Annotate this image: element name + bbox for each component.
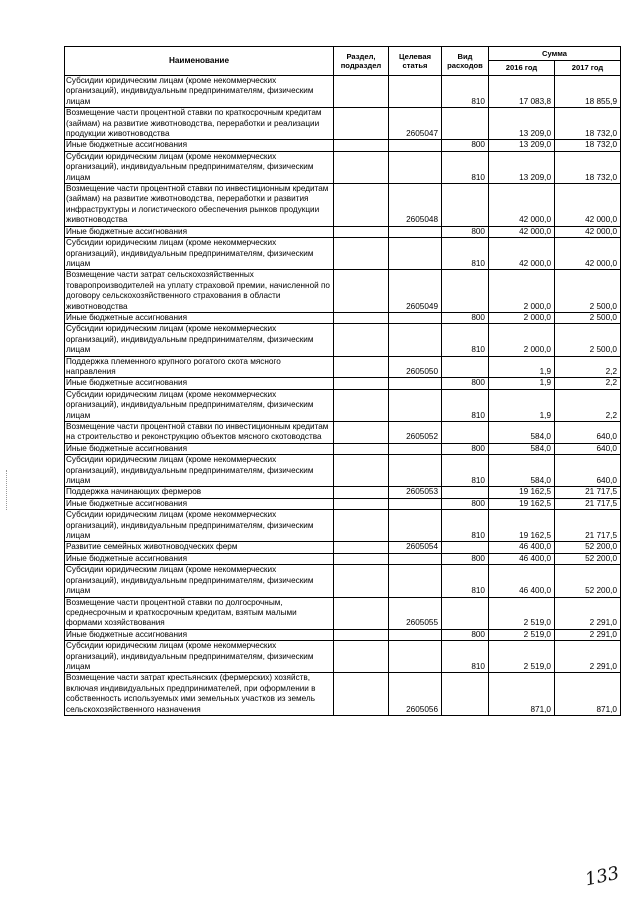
cell-2017: 18 732,0 — [555, 151, 621, 183]
cell-kind: 800 — [442, 378, 489, 389]
table-row — [65, 487, 621, 498]
cell-kind — [442, 422, 489, 444]
cell-kind — [442, 184, 489, 227]
cell-kind: 810 — [442, 389, 489, 421]
cell-kind: 810 — [442, 151, 489, 183]
cell-2017: 2 500,0 — [555, 312, 621, 323]
cell-target — [389, 641, 442, 673]
cell-name: Субсидии юридическим лицам (кроме некоммерческих организаций), индивидуальным предпринимателям, физическим лицам — [65, 76, 334, 108]
table-row — [65, 184, 621, 227]
cell-2016: 1,9 — [489, 356, 555, 378]
cell-kind: 800 — [442, 312, 489, 323]
cell-2017: 52 200,0 — [555, 553, 621, 564]
cell-section — [334, 641, 389, 673]
cell-kind — [442, 108, 489, 140]
cell-name: Возмещение части процентной ставки по инвестиционным кредитам (займам) на развитие животноводства, переработки и развития инфраструктуры и логистического обеспечения рынков продукции животноводства — [65, 184, 334, 227]
cell-2016: 584,0 — [489, 422, 555, 444]
cell-2017: 21 717,5 — [555, 498, 621, 509]
cell-name: Субсидии юридическим лицам (кроме некоммерческих организаций), индивидуальным предпринимателям, физическим лицам — [65, 510, 334, 542]
table-row — [65, 422, 621, 444]
cell-kind: 800 — [442, 553, 489, 564]
cell-2016: 13 209,0 — [489, 151, 555, 183]
cell-2017: 52 200,0 — [555, 542, 621, 553]
cell-target — [389, 455, 442, 487]
cell-kind — [442, 356, 489, 378]
cell-section — [334, 542, 389, 553]
cell-2016: 42 000,0 — [489, 184, 555, 227]
cell-name: Поддержка племенного крупного рогатого скота мясного направления — [65, 356, 334, 378]
table-row — [65, 312, 621, 323]
cell-section — [334, 151, 389, 183]
cell-2017: 52 200,0 — [555, 565, 621, 597]
cell-2017: 640,0 — [555, 455, 621, 487]
cell-section — [334, 226, 389, 237]
cell-target: 2605053 — [389, 487, 442, 498]
table-row — [65, 553, 621, 564]
cell-target — [389, 151, 442, 183]
cell-2017: 18 855,9 — [555, 76, 621, 108]
table-body — [65, 76, 621, 716]
cell-section — [334, 629, 389, 640]
cell-name: Субсидии юридическим лицам (кроме некоммерческих организаций), индивидуальным предпринимателям, физическим лицам — [65, 641, 334, 673]
cell-section — [334, 76, 389, 108]
cell-kind: 800 — [442, 140, 489, 151]
cell-name: Возмещение части процентной ставки по долгосрочным, среднесрочным и краткосрочным кредитам, взятым малыми формами хозяйствования — [65, 597, 334, 629]
cell-kind: 810 — [442, 455, 489, 487]
cell-2016: 1,9 — [489, 378, 555, 389]
cell-target — [389, 140, 442, 151]
header-section-top: Раздел, — [346, 51, 376, 61]
table-row — [65, 597, 621, 629]
cell-kind: 810 — [442, 641, 489, 673]
cell-2016: 19 162,5 — [489, 510, 555, 542]
budget-table — [64, 46, 621, 716]
cell-section — [334, 673, 389, 716]
cell-kind — [442, 673, 489, 716]
cell-target: 2605050 — [389, 356, 442, 378]
cell-2017: 2,2 — [555, 378, 621, 389]
cell-target: 2605056 — [389, 673, 442, 716]
cell-section — [334, 443, 389, 454]
cell-name: Субсидии юридическим лицам (кроме некоммерческих организаций), индивидуальным предпринимателям, физическим лицам — [65, 151, 334, 183]
cell-target — [389, 629, 442, 640]
table-row — [65, 378, 621, 389]
cell-kind: 810 — [442, 510, 489, 542]
cell-2017: 21 717,5 — [555, 510, 621, 542]
header-year-2017: 2017 год — [555, 61, 621, 76]
cell-target — [389, 498, 442, 509]
cell-2016: 42 000,0 — [489, 238, 555, 270]
cell-section — [334, 597, 389, 629]
cell-name: Субсидии юридическим лицам (кроме некоммерческих организаций), индивидуальным предпринимателям, физическим лицам — [65, 238, 334, 270]
table-row — [65, 108, 621, 140]
cell-section — [334, 565, 389, 597]
cell-2016: 871,0 — [489, 673, 555, 716]
cell-target — [389, 312, 442, 323]
cell-2017: 21 717,5 — [555, 487, 621, 498]
cell-section — [334, 487, 389, 498]
cell-target — [389, 324, 442, 356]
header-section — [334, 47, 389, 76]
cell-target — [389, 238, 442, 270]
cell-section — [334, 108, 389, 140]
cell-kind: 810 — [442, 565, 489, 597]
cell-section — [334, 510, 389, 542]
cell-2016: 584,0 — [489, 455, 555, 487]
cell-name: Субсидии юридическим лицам (кроме некоммерческих организаций), индивидуальным предпринимателям, физическим лицам — [65, 565, 334, 597]
cell-2017: 2,2 — [555, 356, 621, 378]
cell-2017: 42 000,0 — [555, 184, 621, 227]
header-name: Наименование — [65, 47, 334, 76]
cell-2017: 640,0 — [555, 422, 621, 444]
cell-kind — [442, 597, 489, 629]
cell-2016: 2 000,0 — [489, 270, 555, 313]
cell-target: 2605054 — [389, 542, 442, 553]
header-kind-top: Вид — [457, 51, 473, 61]
cell-name: Иные бюджетные ассигнования — [65, 443, 334, 454]
cell-name: Иные бюджетные ассигнования — [65, 378, 334, 389]
cell-name: Иные бюджетные ассигнования — [65, 498, 334, 509]
cell-2017: 2 291,0 — [555, 597, 621, 629]
cell-target — [389, 565, 442, 597]
header-target — [389, 47, 442, 76]
cell-2016: 13 209,0 — [489, 108, 555, 140]
table-row — [65, 76, 621, 108]
cell-section — [334, 270, 389, 313]
cell-target — [389, 553, 442, 564]
cell-2016: 2 519,0 — [489, 597, 555, 629]
cell-target: 2605049 — [389, 270, 442, 313]
cell-name: Поддержка начинающих фермеров — [65, 487, 334, 498]
table-row — [65, 226, 621, 237]
cell-target: 2605052 — [389, 422, 442, 444]
table-row — [65, 443, 621, 454]
cell-2016: 584,0 — [489, 443, 555, 454]
cell-kind: 800 — [442, 498, 489, 509]
table-row — [65, 565, 621, 597]
cell-kind: 810 — [442, 238, 489, 270]
cell-2017: 871,0 — [555, 673, 621, 716]
cell-name: Субсидии юридическим лицам (кроме некоммерческих организаций), индивидуальным предпринимателям, физическим лицам — [65, 389, 334, 421]
cell-kind: 810 — [442, 76, 489, 108]
margin-mark — [6, 470, 8, 510]
table-row — [65, 140, 621, 151]
cell-section — [334, 389, 389, 421]
cell-name: Иные бюджетные ассигнования — [65, 226, 334, 237]
table-row — [65, 542, 621, 553]
cell-2016: 19 162,5 — [489, 498, 555, 509]
cell-2016: 46 400,0 — [489, 565, 555, 597]
cell-2017: 640,0 — [555, 443, 621, 454]
cell-kind — [442, 542, 489, 553]
page-number: 133 — [583, 862, 622, 891]
cell-kind: 800 — [442, 629, 489, 640]
table-row — [65, 510, 621, 542]
cell-section — [334, 378, 389, 389]
cell-target — [389, 76, 442, 108]
table-row — [65, 238, 621, 270]
cell-target — [389, 510, 442, 542]
cell-name: Возмещение части затрат сельскохозяйственных товаропроизводителей на уплату страховой премии, начисленной по договору сельскохозяйственного страхования в области животноводства — [65, 270, 334, 313]
cell-2017: 42 000,0 — [555, 226, 621, 237]
table-row — [65, 356, 621, 378]
cell-name: Субсидии юридическим лицам (кроме некоммерческих организаций), индивидуальным предпринимателям, физическим лицам — [65, 324, 334, 356]
cell-2016: 2 519,0 — [489, 629, 555, 640]
cell-name: Возмещение части процентной ставки по краткосрочным кредитам (займам) на развитие животноводства, переработки и реализации продукции животноводства — [65, 108, 334, 140]
header-year-2016: 2016 год — [489, 61, 555, 76]
cell-name: Субсидии юридическим лицам (кроме некоммерческих организаций), индивидуальным предпринимателям, физическим лицам — [65, 455, 334, 487]
cell-name: Иные бюджетные ассигнования — [65, 140, 334, 151]
cell-2017: 2 500,0 — [555, 270, 621, 313]
header-kind-bottom: расходов — [447, 61, 483, 70]
cell-kind: 800 — [442, 226, 489, 237]
table-row — [65, 641, 621, 673]
cell-section — [334, 455, 389, 487]
cell-section — [334, 312, 389, 323]
table-row — [65, 673, 621, 716]
cell-2017: 2 291,0 — [555, 641, 621, 673]
cell-kind: 800 — [442, 443, 489, 454]
cell-2017: 18 732,0 — [555, 140, 621, 151]
cell-section — [334, 422, 389, 444]
cell-name: Иные бюджетные ассигнования — [65, 553, 334, 564]
cell-target: 2605055 — [389, 597, 442, 629]
cell-2016: 2 519,0 — [489, 641, 555, 673]
cell-kind — [442, 270, 489, 313]
table-row — [65, 324, 621, 356]
cell-section — [334, 356, 389, 378]
cell-2016: 2 000,0 — [489, 324, 555, 356]
header-target-bottom: статья — [402, 61, 428, 70]
cell-2016: 46 400,0 — [489, 542, 555, 553]
cell-2016: 17 083,8 — [489, 76, 555, 108]
cell-section — [334, 238, 389, 270]
header-section-bottom: подраздел — [340, 61, 382, 70]
header-sum: Сумма — [489, 47, 621, 61]
cell-name: Возмещение части затрат крестьянских (фермерских) хозяйств, включая индивидуальных предпринимателей, при оформлении в собственность используемых ими земельных участков из земель сельскохозяйственного назначения — [65, 673, 334, 716]
table-row — [65, 270, 621, 313]
cell-2017: 2,2 — [555, 389, 621, 421]
cell-2016: 46 400,0 — [489, 553, 555, 564]
header-target-top: Целевая — [398, 51, 432, 61]
cell-name: Иные бюджетные ассигнования — [65, 629, 334, 640]
cell-2016: 42 000,0 — [489, 226, 555, 237]
cell-target: 2605047 — [389, 108, 442, 140]
cell-2016: 13 209,0 — [489, 140, 555, 151]
cell-section — [334, 140, 389, 151]
cell-section — [334, 184, 389, 227]
table-row — [65, 455, 621, 487]
table-row — [65, 151, 621, 183]
cell-kind: 810 — [442, 324, 489, 356]
cell-2016: 19 162,5 — [489, 487, 555, 498]
header-kind — [442, 47, 489, 76]
cell-name: Возмещение части процентной ставки по инвестиционным кредитам на строительство и реконструкцию объектов мясного скотоводства — [65, 422, 334, 444]
cell-2017: 42 000,0 — [555, 238, 621, 270]
cell-target — [389, 389, 442, 421]
table-row — [65, 389, 621, 421]
cell-kind — [442, 487, 489, 498]
table-row — [65, 498, 621, 509]
cell-2017: 2 291,0 — [555, 629, 621, 640]
cell-target — [389, 226, 442, 237]
cell-2017: 2 500,0 — [555, 324, 621, 356]
cell-name: Развитие семейных животноводческих ферм — [65, 542, 334, 553]
cell-2016: 2 000,0 — [489, 312, 555, 323]
cell-2017: 18 732,0 — [555, 108, 621, 140]
cell-name: Иные бюджетные ассигнования — [65, 312, 334, 323]
table-row — [65, 629, 621, 640]
cell-section — [334, 324, 389, 356]
cell-2016: 1,9 — [489, 389, 555, 421]
cell-target: 2605048 — [389, 184, 442, 227]
cell-section — [334, 498, 389, 509]
cell-section — [334, 553, 389, 564]
cell-target — [389, 378, 442, 389]
cell-target — [389, 443, 442, 454]
table-header — [65, 47, 621, 76]
